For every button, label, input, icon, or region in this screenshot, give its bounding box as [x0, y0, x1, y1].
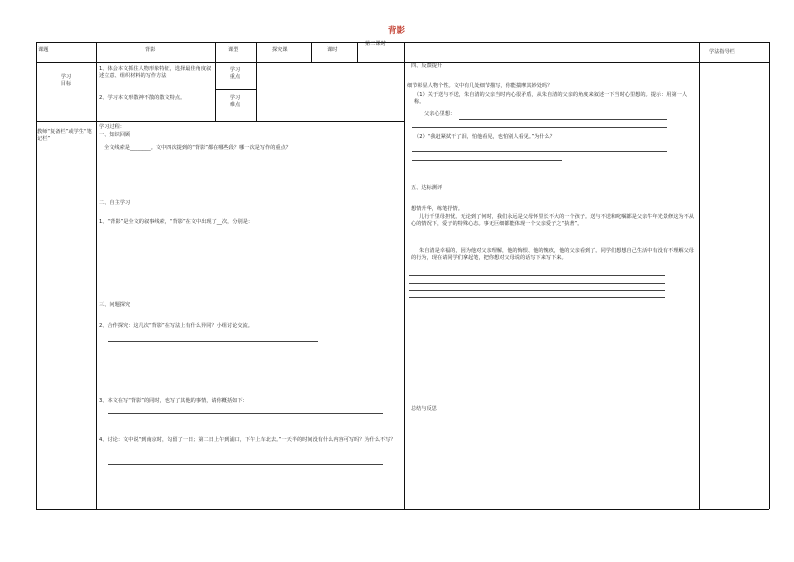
notes-column-label: 教师“复备栏”或学生“笔记栏” — [37, 129, 92, 143]
answer-line[interactable] — [409, 297, 665, 298]
answer-line[interactable] — [409, 290, 665, 291]
section-5-title: 五、达标测评 — [411, 185, 443, 191]
topic-value: 背影 — [145, 47, 156, 53]
answer-line[interactable] — [108, 464, 383, 465]
answer-line[interactable] — [412, 160, 562, 161]
objective-item: 2、学习本文形散神不散的散文特点。 — [99, 95, 186, 101]
section-5-paragraph-2: 朱自清是幸福的，因为他对父亲理解，他的悔恨、他的愧疚，他的父亲看到了。同学们想想自己生活中有没有不理解父母的行为，现在请同学们拿起笔，把你想对父母说的话写下来写下来。 — [411, 248, 694, 262]
period-value: 第二课时 — [365, 41, 386, 47]
type-label: 课型 — [228, 47, 239, 53]
difficult-point-label: 学习 难点 — [229, 95, 241, 109]
section-5-subtitle: 想情升华，练笔抒情。 — [411, 206, 463, 212]
section-4-q2: （2）“我赶紧拭干了泪，怕他看见，也怕别人看见。”为什么？ — [414, 134, 555, 140]
section-4-title: 四、反馈提升 — [411, 63, 443, 69]
section-4-fill-label: 父亲心里想： — [424, 111, 456, 117]
section-5-paragraph-1: 儿行千里母担忧。无论到了何时，我们永远是父母怀里长不大的一个孩子。送与不送和叱嘱都是父亲牛年光景修这为不从心的情况下，爱子的特殊心态。事无巨细都能体现一个父亲爱子之“执著”。 — [411, 214, 694, 228]
answer-line[interactable] — [409, 275, 665, 276]
section-1-title: 一、知识回顾 — [99, 132, 131, 138]
section-4-q1: （1）关于送与不送，朱自清的父亲当时内心很矛盾，从朱自清的父亲的角度来叙述一下当时心里想的。提示：用第一人称。 — [414, 92, 688, 106]
topic-label: 课题 — [38, 47, 49, 53]
question-3: 3、本文在写“背影”的同时，也写了其他的事情，请你概括如下： — [99, 398, 248, 404]
section-2-question: 1、“背影”是全文的叙事线索，“背影”在文中出现了__次，分别是： — [99, 219, 254, 225]
answer-line[interactable] — [412, 127, 667, 128]
key-point-label: 学习 重点 — [229, 67, 241, 81]
process-heading: 学习过程： — [99, 124, 125, 130]
question-4: 4、讨论：文中说“到南京时，勾留了一日；第二日上午到浦口，下午上车北去。”一天半的时间没有什么内容可写吗？为什么不写？ — [99, 437, 396, 443]
answer-line[interactable] — [108, 341, 318, 342]
objective-item: 1、体会本文抓住人物形象特征，选择最佳角度叙述立意、组织材料的写作方法 — [99, 66, 212, 80]
answer-line[interactable] — [108, 413, 383, 414]
section-4-intro: 细节彰显人物个性。文中有几处细节描写，你能揣摩其妙处吗？ — [407, 83, 553, 89]
objectives-label: 学习 目标 — [60, 74, 72, 88]
guide-column-header: 学法指导栏 — [709, 49, 735, 55]
period-label: 课时 — [327, 47, 338, 53]
section-3-title: 三、问题探究 — [99, 302, 131, 308]
answer-line[interactable] — [412, 151, 667, 152]
section-1-question: 全文线索是________。文中四次提到的“背影”都在哪些段？哪一次是写作的重点？ — [104, 145, 291, 151]
section-3-question: 2、合作探究：这几次“背影”在写法上有什么异同？小组讨论交流。 — [99, 323, 253, 329]
section-2-title: 二、自主学习 — [99, 200, 131, 206]
answer-line[interactable] — [409, 283, 665, 284]
reflection-heading: 总结与反思 — [411, 406, 437, 412]
answer-line[interactable] — [459, 119, 667, 120]
page-title: 背影 — [388, 26, 406, 36]
type-value: 探究课 — [272, 47, 288, 53]
